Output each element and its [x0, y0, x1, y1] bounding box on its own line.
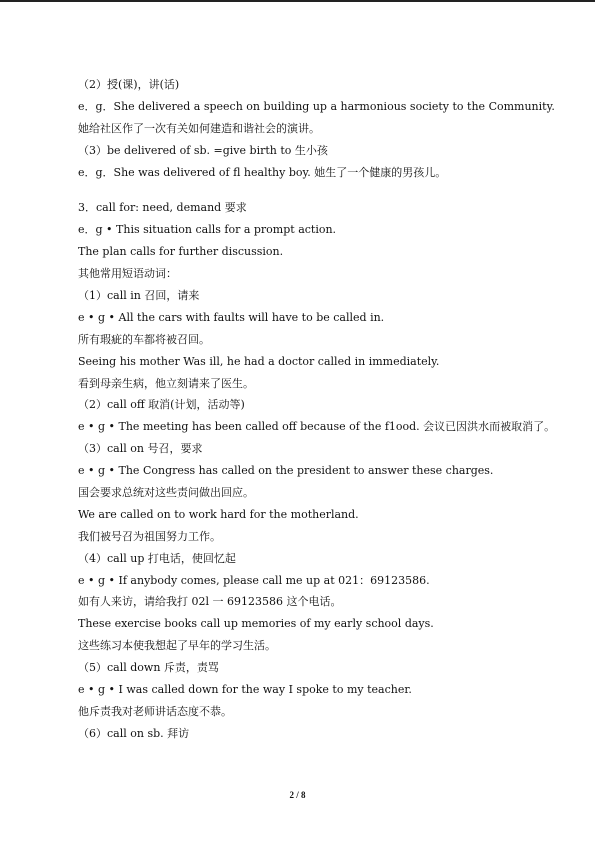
text-line: 这些练习本使我想起了早年的学习生活。	[78, 639, 276, 653]
text-line: 他斥责我对老师讲话态度不恭。	[78, 704, 232, 718]
text-line: e • g • If anybody comes, please call me up at 021：69123586.	[78, 573, 430, 587]
text-line: （3）be delivered of sb. =give birth to 生小孩	[78, 143, 328, 157]
section-deliver	[78, 74, 555, 183]
text-line: （2）call off 取消(计划，活动等)	[78, 398, 245, 412]
text-line: e • g • The Congress has called on the president to answer these charges.	[78, 464, 494, 478]
paragraph-gap	[78, 183, 538, 197]
text-line: e • g • I was called down for the way I spoke to my teacher.	[78, 683, 412, 697]
text-line: （3）call on 号召，要求	[78, 442, 203, 456]
text-line: These exercise books call up memories of my early school days.	[78, 617, 434, 631]
document-body	[78, 74, 556, 745]
text-line: （4）call up 打电话，使回忆起	[78, 551, 236, 565]
text-line: e．g．She was delivered of fl healthy boy. 她生了一个健康的男孩儿。	[78, 165, 447, 179]
top-border	[0, 0, 595, 2]
text-line: 看到母亲生病，他立刻请来了医生。	[78, 376, 254, 390]
page-number: 2 / 8	[289, 790, 306, 800]
text-line: e • g • All the cars with faults will have to be called in.	[78, 310, 385, 324]
section-heading: 3．call for: need, demand 要求	[78, 201, 247, 215]
text-line: （5）call down 斥责，责骂	[78, 661, 219, 675]
text-line: （2）授(课)，讲(话)	[78, 78, 180, 91]
text-line: We are called on to work hard for the motherland.	[78, 507, 359, 521]
text-line: e • g • The meeting has been called off because of the f1ood. 会议已因洪水而被取消了。	[78, 420, 556, 434]
section-call-for	[78, 197, 556, 744]
text-line: 她给社区作了一次有关如何建造和谐社会的演讲。	[78, 121, 320, 135]
text-line: 如有人来访，请给我打 02l 一 69123586 这个电话。	[78, 595, 342, 609]
text-line: e．g．She delivered a speech on building up a harmonious society to the Community.	[78, 99, 555, 113]
text-line: 国会要求总统对这些责问做出回应。	[78, 486, 254, 500]
text-line: 我们被号召为祖国努力工作。	[78, 529, 221, 543]
text-line: e．g • This situation calls for a prompt action.	[78, 223, 337, 237]
text-line: 其他常用短语动词：	[78, 267, 177, 281]
text-line: 所有瑕疵的车都将被召回。	[78, 332, 210, 346]
text-line: The plan calls for further discussion.	[78, 245, 284, 259]
text-line: （1）call in 召回，请来	[78, 289, 200, 303]
text-line: （6）call on sb. 拜访	[78, 726, 190, 740]
text-line: Seeing his mother Was ill, he had a doctor called in immediately.	[78, 354, 440, 368]
